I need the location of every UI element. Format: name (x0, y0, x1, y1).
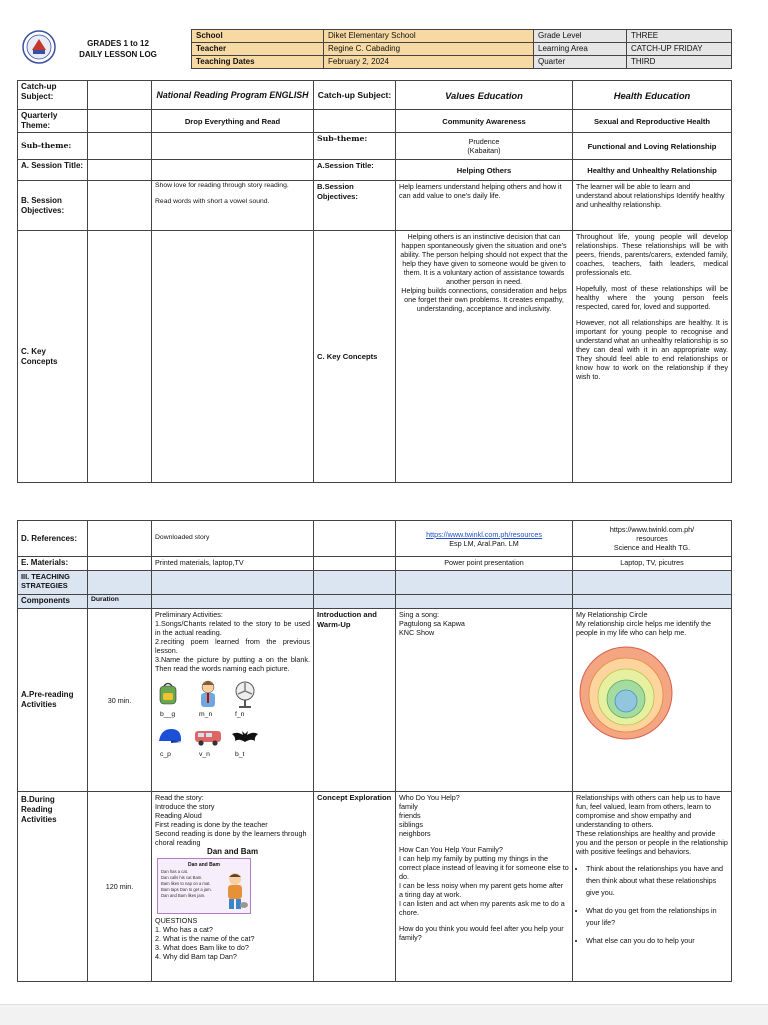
health-concept-2: Hopefully, most of these relationships will be healthy where the young person feels respected, cared for, loved and supported. (576, 284, 728, 311)
intro-label: Introduction and Warm-Up (314, 609, 396, 792)
seal-icon (22, 30, 56, 64)
pre-title: Preliminary Activities: (155, 610, 223, 619)
duration-label: Duration (88, 595, 152, 609)
components-label: Components (18, 595, 88, 609)
log-title (58, 38, 178, 60)
who-help: Who Do You Help? (399, 793, 460, 802)
flr-subtheme: Functional and Loving Relationship (573, 133, 732, 160)
story-line-4: Bam taps Dan to get a jam. (161, 887, 212, 892)
catchup-subject-label: Catch-up Subject: (18, 81, 88, 110)
log-title-1: GRADES 1 to 12 (87, 39, 149, 48)
header-info-table (191, 29, 732, 69)
circle-desc: My relationship circle helps me identify the people in my life who can help me. (576, 619, 712, 637)
van-icon (193, 727, 223, 747)
learning-area-value: CATCH-UP FRIDAY (627, 43, 732, 56)
bullet-2: • What do you get from the relationships in your life? (586, 905, 728, 929)
pre-2: 2.reciting poem learned from the previous lesson. (155, 637, 310, 655)
subtheme-label: Sub-theme: (18, 133, 88, 160)
health-concept-1: Throughout life, young people will develop relationships. These relationships will be with peers, friends, parents/carers, extended family, coaches, teachers, faith leaders, medical professionals etc. (576, 232, 728, 277)
learning-area-label: Learning Area (534, 43, 627, 56)
fan-icon (233, 681, 257, 709)
session-title-label: A. Session Title: (18, 160, 88, 181)
question-3: 3. What does Bam like to do? (155, 943, 249, 952)
boy-with-cat-icon (222, 871, 248, 911)
lesson-table-1 (17, 80, 732, 483)
health-title: Health Education (573, 81, 732, 110)
bag-icon (157, 681, 179, 705)
during-reading-label: B.During Reading Activities (18, 792, 88, 982)
pre-3: 3.Name the picture by putting a on the blank. Then read the words naming each picture. (155, 655, 310, 673)
question-1: 1. Who has a cat? (155, 925, 213, 934)
rel-2: These relationships are healthy and provide you and the person or people in the relationship with positive feelings and behaviors. (576, 829, 728, 856)
downloaded-story: Downloaded story (152, 521, 314, 557)
who-3: siblings (399, 820, 423, 829)
kabaitan: (Kabaitan) (467, 146, 501, 155)
relationship-circle-diagram (578, 645, 674, 741)
man-icon (195, 679, 221, 709)
knc-show: KNC Show (399, 628, 435, 637)
subtheme-label-2: Sub-theme: (314, 133, 396, 160)
pre-reading-label: A.Pre-reading Activities (18, 609, 88, 792)
school-value: Diket Elementary School (324, 30, 534, 43)
who-1: family (399, 802, 418, 811)
word-bag: b__g (160, 711, 176, 718)
during-line-4: First reading is done by the teacher (155, 820, 268, 829)
community-theme: Community Awareness (396, 110, 573, 133)
references-label: D. References: (18, 521, 88, 557)
values-concept-1: Helping others is an instinctive decision that can happen spontaneously given the situation and one's ability. The person helping should not expect that the help they have given to someone would be given to them. It is a voluntary action of assistance towards another person in need. (400, 232, 568, 286)
cap-icon (157, 727, 183, 745)
how-3: I can listen and act when my parents ask me to do a chore. (399, 899, 565, 917)
question-2: 2. What is the name of the cat? (155, 934, 255, 943)
question-4: 4. Why did Bam tap Dan? (155, 952, 237, 961)
how-2: I can be less noisy when my parent gets home after a tiring day at work. (399, 881, 564, 899)
objectives-label: B. Session Objectives: (18, 181, 88, 231)
dates-value: February 2, 2024 (324, 56, 534, 69)
who-2: friends (399, 811, 421, 820)
quarter-label: Quarter (534, 56, 627, 69)
teacher-value: Regine C. Cabading (324, 43, 534, 56)
healthy-title: Healthy and Unhealthy Relationship (573, 160, 732, 181)
word-fan: f_n (235, 711, 245, 718)
prudence: Prudence (468, 137, 500, 146)
during-duration: 120 min. (88, 792, 152, 982)
esp-ref: Esp LM, Aral.Pan. LM (449, 538, 519, 548)
health-ref-2: resources (636, 534, 668, 543)
grade-level-label: Grade Level (534, 30, 627, 43)
story-title: Dan and Bam (206, 847, 259, 856)
story-line-3: Bam likes to nap on a mat. (161, 881, 211, 886)
word-bat: b_t (235, 751, 245, 758)
word-man: m_n (199, 711, 213, 718)
log-title-2: DAILY LESSON LOG (79, 50, 157, 59)
health-ref-1: https://www.twinkl.com.ph/ (609, 525, 695, 534)
strategies-label: III. TEACHING STRATEGIES (18, 571, 88, 595)
story-card (157, 858, 251, 914)
health-objective: The learner will be able to learn and understand about relationships Identify healthy and unhealthy relationship. (573, 181, 732, 231)
session-title-label-2: A.Session Title: (314, 160, 396, 181)
how-1: I can help my family by putting my things in the correct place instead of leaving it for someone else to do. (399, 854, 569, 881)
objective-1: Show love for reading through story reading. (155, 182, 289, 189)
story-card-title: Dan and Bam (188, 862, 220, 868)
during-line-2: Introduce the story (155, 802, 215, 811)
questions-label: QUESTIONS (155, 916, 198, 925)
values-title: Values Education (396, 81, 573, 110)
health-concept-3: However, not all relationships are healthy. It is important for young people to recognise and understand what an unhealthy relationship is so they can deal with it in an appropriate way. They should feel able to end relationships or know how to work on the relationship if they wish to. (576, 318, 728, 381)
word-cap: c_p (160, 751, 171, 758)
materials-3: Laptop, TV, picutres (573, 557, 732, 571)
story-line-5: Dan and Bam likes jam. (161, 893, 206, 898)
bat-icon (231, 729, 259, 745)
who-4: neighbors (399, 829, 431, 838)
deped-seal (22, 30, 56, 64)
quarterly-theme-label: Quarterly Theme: (18, 110, 88, 133)
rel-1: Relationships with others can help us to have fun, feel valued, learn from others, learn to compromise and show empathy and understanding to others. (576, 793, 721, 829)
program-title: National Reading Program ENGLISH (152, 81, 314, 110)
word-van: v_n (199, 751, 210, 758)
dates-label: Teaching Dates (192, 56, 324, 69)
lesson-table-2 (17, 520, 732, 982)
twinkl-link[interactable]: https://www.twinkl.com.ph/resources (426, 529, 542, 539)
catchup-subject-label-2: Catch-up Subject: (314, 81, 396, 110)
deb-theme: Drop Everything and Read (152, 110, 314, 133)
materials-2: Power point presentation (396, 557, 573, 571)
sing-label: Sing a song: (399, 610, 439, 619)
story-line-2: Dan calls his cat Bam. (161, 875, 203, 880)
key-concepts-label-2: C. Key Concepts (314, 231, 396, 483)
during-line-5: Second reading is done by the learners through choral reading (155, 829, 307, 847)
pre-1: 1.Songs/Chants related to the story to be used in the actual reading. (155, 619, 310, 637)
picture-words (155, 679, 310, 771)
school-label: School (192, 30, 324, 43)
helping-title: Helping Others (396, 160, 573, 181)
circle-title: My Relationship Circle (576, 610, 648, 619)
quarter-value: THIRD (627, 56, 732, 69)
pre-reading-duration: 30 min. (88, 609, 152, 792)
page-footer-bar (0, 1004, 768, 1025)
objectives-label-2: B.Session Objectives: (314, 181, 396, 231)
values-objective: Help learners understand helping others and how it can add value to one's daily life. (396, 181, 573, 231)
how-4: How do you think you would feel after you help your family? (399, 924, 564, 942)
during-line-1: Read the story: (155, 793, 204, 802)
srh-theme: Sexual and Reproductive Health (573, 110, 732, 133)
objective-2: Read words with short a vowel sound. (155, 197, 270, 205)
how-help: How Can You Help Your Family? (399, 845, 503, 854)
materials-label: E. Materials: (18, 557, 88, 571)
concept-label: Concept Exploration (314, 792, 396, 982)
values-concept-2: Helping builds connections, consideration and helps one forget their own problems. It creates empathy, understanding, acceptance and inclusivity. (401, 286, 567, 313)
materials-1: Printed materials, laptop,TV (152, 557, 314, 571)
song-title: Pagtulong sa Kapwa (399, 619, 465, 628)
teacher-label: Teacher (192, 43, 324, 56)
story-line-1: Dan has a cat. (161, 869, 189, 874)
bullet-1: • Think about the relationships you have and then think about what these relationships give you. (586, 863, 728, 899)
health-ref-3: Science and Health TG. (613, 543, 691, 552)
grade-level-value: THREE (627, 30, 732, 43)
during-line-3: Reading Aloud (155, 811, 202, 820)
bullet-3: • What else can you do to help your (586, 935, 728, 947)
key-concepts-label: C. Key Concepts (18, 231, 88, 483)
